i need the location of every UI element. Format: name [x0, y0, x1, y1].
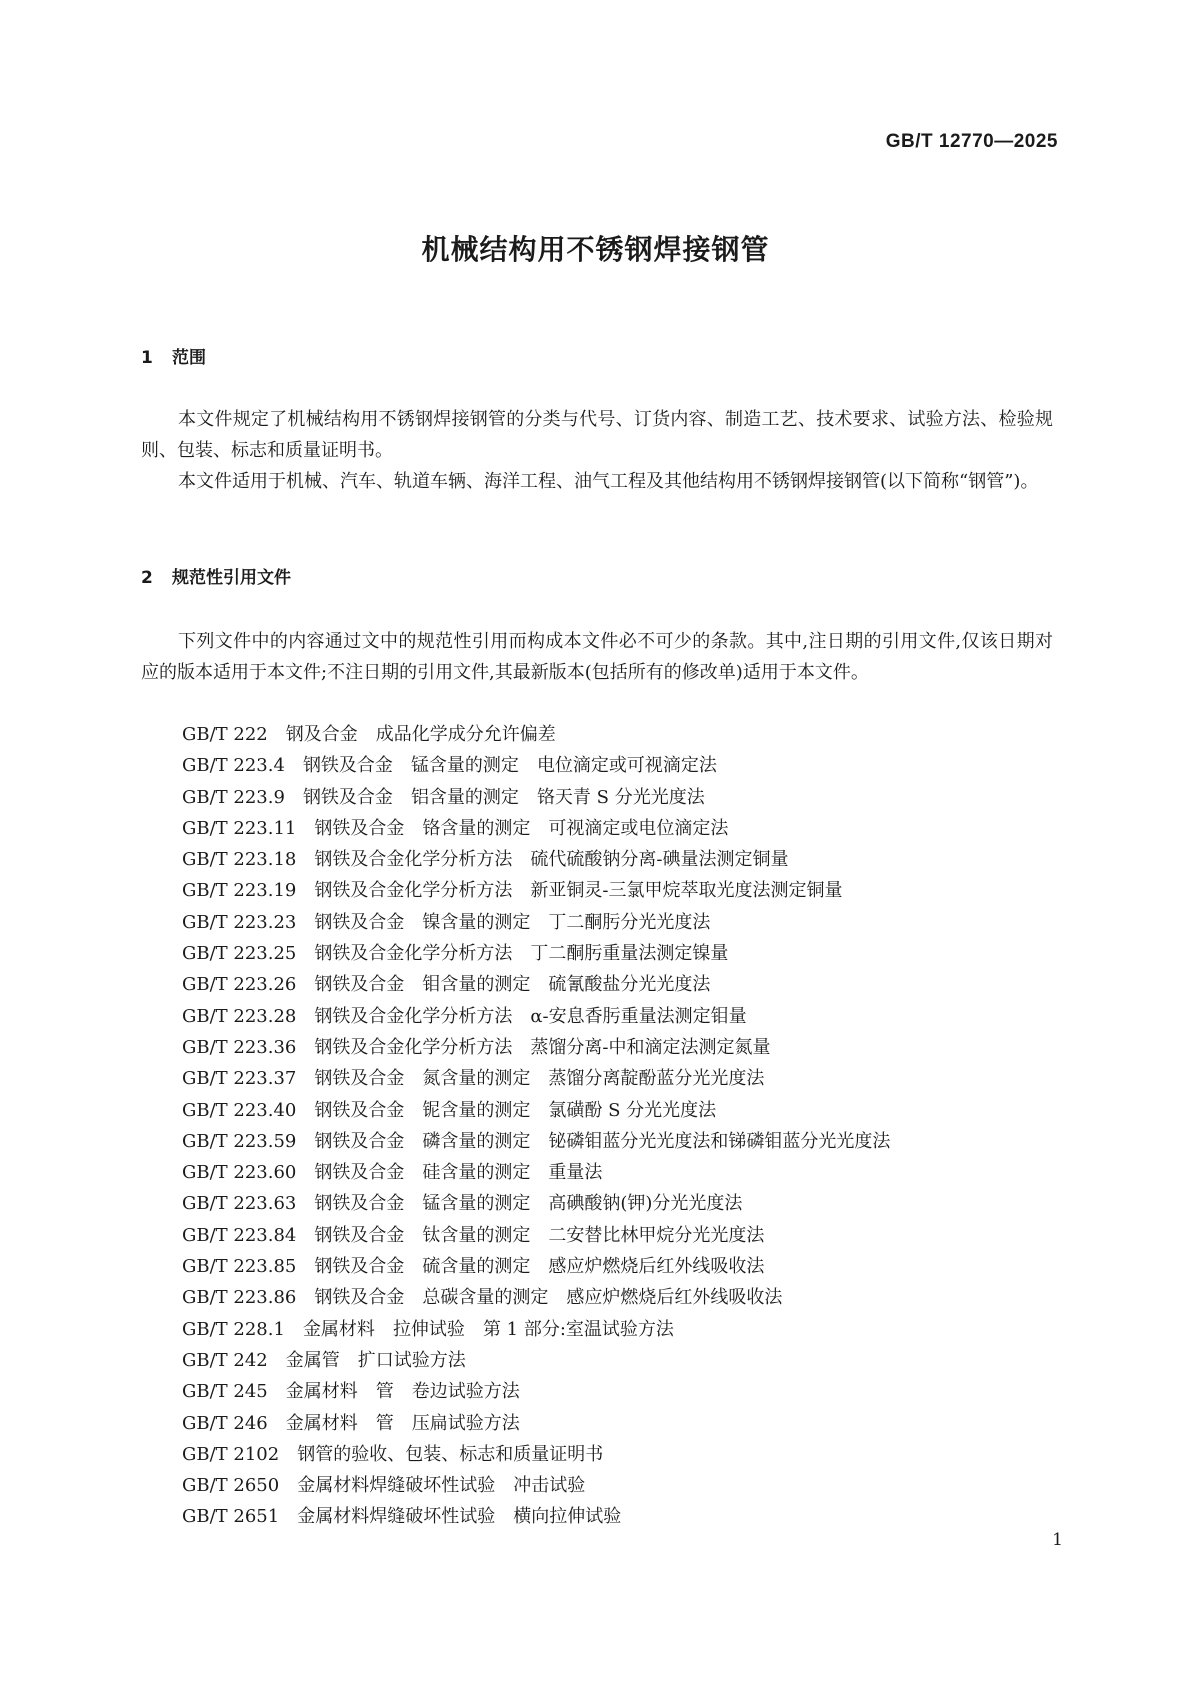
reference-title-part: 钢铁及合金: [302, 755, 393, 777]
reference-title-part: 钛含量的测定: [422, 1224, 531, 1246]
reference-title-part: 钢铁及合金: [314, 817, 405, 839]
reference-title-part: 铬含量的测定: [422, 817, 531, 839]
document-title: 机械结构用不锈钢焊接钢管: [421, 233, 770, 266]
reference-item: [182, 750, 890, 781]
reference-code: GB/T 223.85: [182, 1256, 297, 1278]
reference-title-part: 感应炉燃烧后红外线吸收法: [566, 1287, 783, 1309]
reference-item: [182, 1220, 890, 1251]
reference-item: [182, 1126, 890, 1157]
reference-item: [182, 719, 890, 750]
reference-title-part: 钢及合金: [285, 724, 358, 745]
reference-code: GB/T 223.25: [182, 943, 297, 965]
reference-title-part: 钢铁及合金化学分析方法: [314, 1036, 513, 1058]
reference-title-part: 钢铁及合金: [314, 1162, 405, 1184]
reference-title-part: 钢铁及合金: [302, 786, 393, 808]
reference-code: GB/T 223.18: [182, 849, 297, 871]
reference-title-part: 钢管的验收、包装、标志和质量证明书: [297, 1443, 604, 1465]
reference-title-part: 丁二酮肟重量法测定镍量: [530, 943, 729, 965]
reference-title-part: 第 1 部分:室温试验方法: [482, 1318, 674, 1340]
reference-title-part: 氯磺酚 S 分光光度法: [548, 1099, 717, 1121]
reference-title-part: 管: [375, 1381, 394, 1403]
reference-title-part: 卷边试验方法: [411, 1381, 520, 1403]
reference-title-part: 镍含量的测定: [422, 911, 531, 933]
reference-title-part: 钢铁及合金化学分析方法: [314, 849, 513, 871]
reference-code: GB/T 223.11: [182, 817, 297, 839]
reference-item: [182, 1408, 890, 1439]
section-title: 规范性引用文件: [172, 568, 291, 588]
reference-item: [182, 1063, 890, 1094]
reference-code: GB/T 242: [182, 1349, 268, 1371]
reference-title-part: 钢铁及合金: [314, 1193, 405, 1215]
reference-title-part: 锰含量的测定: [422, 1193, 531, 1215]
reference-code: GB/T 223.4: [182, 755, 285, 777]
reference-code: GB/T 2102: [182, 1443, 280, 1465]
reference-item: [182, 1282, 890, 1313]
reference-title-part: 硫氰酸盐分光光度法: [548, 974, 711, 996]
reference-title-part: 金属材料: [285, 1412, 358, 1434]
standard-code: GB/T 12770—2025: [885, 131, 1058, 152]
reference-title-part: 蒸馏分离-中和滴定法测定氮量: [530, 1036, 771, 1058]
reference-code: GB/T 223.84: [182, 1224, 297, 1246]
reference-title-part: 钢铁及合金: [314, 1099, 405, 1121]
reference-code: GB/T 222: [182, 724, 268, 745]
reference-code: GB/T 223.26: [182, 974, 297, 996]
reference-item: [182, 1251, 890, 1282]
reference-title-part: 金属材料焊缝破坏性试验: [297, 1475, 496, 1497]
reference-item: [182, 1032, 890, 1063]
reference-title-part: 铋磷钼蓝分光光度法和锑磷钼蓝分光光度法: [548, 1130, 891, 1152]
reference-title-part: 丁二酮肟分光光度法: [548, 911, 711, 933]
reference-title-part: 硫代硫酸钠分离-碘量法测定铜量: [530, 849, 789, 871]
reference-title-part: 锰含量的测定: [410, 755, 519, 777]
reference-title-part: 金属材料: [285, 1381, 358, 1403]
reference-title-part: 钢铁及合金: [314, 911, 405, 933]
reference-item: [182, 875, 890, 906]
reference-item: [182, 1501, 890, 1532]
references-intro-paragraph: 下列文件中的内容通过文中的规范性引用而构成本文件必不可少的条款。其中,注日期的引用文件,仅该日期对应的版本适用于本文件;不注日期的引用文件,其最新版本(包括所有的修改单)适用于本文件。: [141, 631, 1053, 683]
reference-title-part: 拉伸试验: [392, 1318, 465, 1340]
reference-item: [182, 844, 890, 875]
reference-title-part: 硅含量的测定: [422, 1162, 531, 1184]
reference-title-part: 金属管: [285, 1349, 340, 1371]
reference-title-part: 钢铁及合金: [314, 1068, 405, 1090]
reference-item: [182, 1001, 890, 1032]
reference-title-part: 氮含量的测定: [422, 1068, 531, 1090]
reference-title-part: 二安替比林甲烷分光光度法: [548, 1224, 765, 1246]
reference-code: GB/T 223.28: [182, 1005, 297, 1027]
reference-title-part: 钢铁及合金: [314, 1287, 405, 1309]
reference-code: GB/T 223.86: [182, 1287, 297, 1309]
reference-title-part: 电位滴定或可视滴定法: [536, 755, 717, 777]
reference-title-part: 铬天青 S 分光光度法: [536, 786, 705, 808]
reference-code: GB/T 223.37: [182, 1068, 297, 1090]
reference-title-part: 钢铁及合金化学分析方法: [314, 943, 513, 965]
reference-code: GB/T 2651: [182, 1506, 280, 1528]
reference-title-part: 铌含量的测定: [422, 1099, 531, 1121]
reference-item: [182, 1095, 890, 1126]
reference-code: GB/T 223.23: [182, 911, 297, 933]
reference-title-part: 重量法: [548, 1162, 603, 1184]
page-number: 1: [1052, 1530, 1063, 1550]
reference-title-part: 感应炉燃烧后红外线吸收法: [548, 1256, 765, 1278]
reference-title-part: 压扁试验方法: [411, 1412, 520, 1434]
scope-paragraph-2: 本文件适用于机械、汽车、轨道车辆、海洋工程、油气工程及其他结构用不锈钢焊接钢管(以下简称“钢管”)。: [178, 471, 1039, 492]
section-title: 范围: [172, 348, 206, 368]
section-heading-normative-references: [141, 563, 291, 588]
reference-item: [182, 1314, 890, 1345]
reference-code: GB/T 223.19: [182, 880, 297, 902]
reference-code: GB/T 223.9: [182, 786, 285, 808]
reference-item: [182, 938, 890, 969]
reference-item: [182, 1439, 890, 1470]
reference-title-part: 横向拉伸试验: [513, 1506, 622, 1528]
reference-title-part: 新亚铜灵-三氯甲烷萃取光度法测定铜量: [530, 880, 843, 902]
reference-code: GB/T 228.1: [182, 1318, 285, 1340]
reference-code: GB/T 245: [182, 1381, 268, 1403]
reference-item: [182, 1470, 890, 1501]
reference-item: [182, 1157, 890, 1188]
reference-title-part: 钢铁及合金: [314, 974, 405, 996]
section-heading-scope: [141, 343, 206, 368]
reference-title-part: 金属材料焊缝破坏性试验: [297, 1506, 496, 1528]
reference-item: [182, 969, 890, 1000]
reference-code: GB/T 246: [182, 1412, 268, 1434]
reference-title-part: 管: [375, 1412, 394, 1434]
reference-title-part: 钢铁及合金化学分析方法: [314, 880, 513, 902]
reference-title-part: 钢铁及合金: [314, 1256, 405, 1278]
reference-title-part: 铝含量的测定: [410, 786, 519, 808]
reference-title-part: α-安息香肟重量法测定钼量: [530, 1005, 747, 1027]
reference-code: GB/T 2650: [182, 1475, 280, 1497]
reference-code: GB/T 223.59: [182, 1130, 297, 1152]
scope-paragraph-1: 本文件规定了机械结构用不锈钢焊接钢管的分类与代号、订货内容、制造工艺、技术要求、试验方法、检验规则、包装、标志和质量证明书。: [141, 409, 1053, 461]
reference-item: [182, 813, 890, 844]
reference-item: [182, 1345, 890, 1376]
reference-title-part: 蒸馏分离靛酚蓝分光光度法: [548, 1068, 765, 1090]
reference-code: GB/T 223.40: [182, 1099, 297, 1121]
reference-list: [182, 719, 890, 1533]
reference-title-part: 总碳含量的测定: [422, 1287, 549, 1309]
reference-title-part: 钢铁及合金化学分析方法: [314, 1005, 513, 1027]
reference-item: [182, 907, 890, 938]
reference-item: [182, 1376, 890, 1407]
reference-title-part: 磷含量的测定: [422, 1130, 531, 1152]
reference-title-part: 钢铁及合金: [314, 1130, 405, 1152]
reference-title-part: 高碘酸钠(钾)分光光度法: [548, 1193, 743, 1215]
reference-item: [182, 1188, 890, 1219]
reference-code: GB/T 223.36: [182, 1036, 297, 1058]
section-number: 2: [141, 568, 153, 588]
reference-title-part: 可视滴定或电位滴定法: [548, 817, 729, 839]
reference-title-part: 扩口试验方法: [357, 1349, 466, 1371]
reference-title-part: 钼含量的测定: [422, 974, 531, 996]
reference-code: GB/T 223.60: [182, 1162, 297, 1184]
reference-title-part: 冲击试验: [513, 1475, 586, 1497]
reference-title-part: 金属材料: [302, 1318, 375, 1340]
reference-code: GB/T 223.63: [182, 1193, 297, 1215]
reference-title-part: 钢铁及合金: [314, 1224, 405, 1246]
reference-title-part: 成品化学成分允许偏差: [375, 724, 556, 745]
reference-title-part: 硫含量的测定: [422, 1256, 531, 1278]
reference-item: [182, 782, 890, 813]
section-number: 1: [141, 348, 153, 368]
